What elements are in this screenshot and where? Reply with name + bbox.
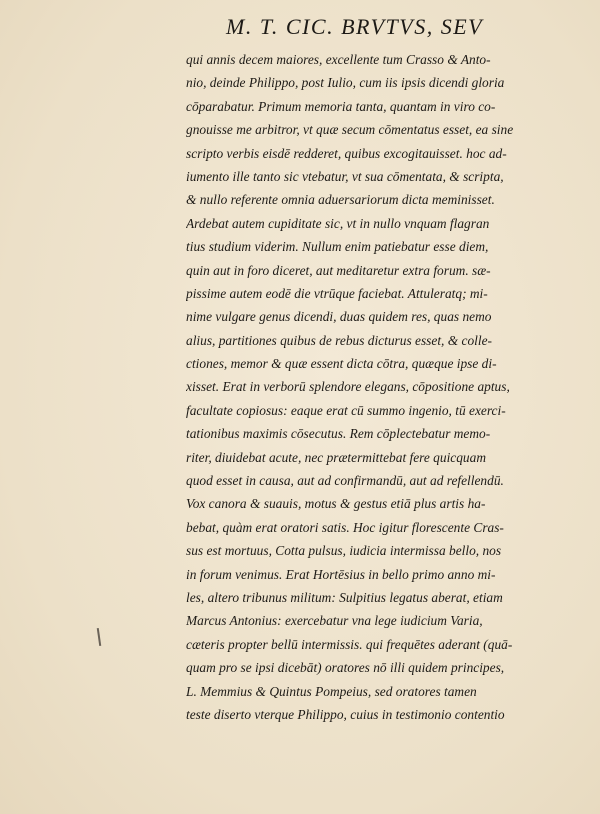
text-line: facultate copiosus: eaque erat cū summo ingenio, tū exerci- (186, 402, 506, 418)
text-line: nio, deinde Philippo, post Iulio, cum iis ipsis dicendi gloria (186, 75, 505, 91)
text-line: Marcus Antonius: exercebatur vna lege iudicium Varia, (186, 613, 483, 629)
text-line: riter, diuidebat acute, nec prætermittebat fere quicquam (186, 449, 486, 465)
text-line: quod esset in causa, aut ad confirmandū, aut ad refellendū. (186, 473, 504, 489)
text-line: xisset. Erat in verborū splendore elegans, cōpositione aptus, (186, 379, 510, 395)
text-line: pissime autem eodē die vtrūque faciebat. Attuleratq; mi- (186, 285, 488, 301)
running-head: M. T. CIC. BRVTVS, SEV (226, 14, 484, 39)
text-line: Vox canora & suauis, motus & gestus etiā plus artis ha- (186, 496, 486, 512)
text-line: sus est mortuus, Cotta pulsus, iudicia intermissa bello, nos (186, 543, 502, 559)
text-line: quin aut in foro diceret, aut meditaretur extra forum. sæ- (186, 262, 491, 278)
text-line: tius studium viderim. Nullum enim patiebatur esse diem, (186, 239, 489, 255)
text-line: bebat, quàm erat oratori satis. Hoc igitur florescente Cras- (186, 519, 504, 535)
body-text (186, 48, 574, 726)
text-line: cæteris propter bellū intermissis. qui frequētes aderant (quā- (186, 636, 513, 652)
text-line: iumento ille tanto sic vtebatur, vt sua cōmentata, & scripta, (186, 168, 504, 184)
text-line: cōparabatur. Primum memoria tanta, quantam in viro co- (186, 98, 496, 114)
text-line: alius, partitiones quibus de rebus dicturus esset, & colle- (186, 332, 492, 348)
margin-mark (97, 628, 101, 646)
text-line: nime vulgare genus dicendi, duas quidem res, quas nemo (186, 309, 492, 325)
text-line: les, altero tribunus militum: Sulpitius legatus aberat, etiam (186, 589, 503, 605)
text-line: tationibus maximis cōsecutus. Rem cōplectebatur memo- (186, 426, 491, 442)
text-line: quam pro se ipsi dicebāt) oratores nō illi quidem principes, (186, 660, 505, 676)
text-line: gnouisse me arbitror, vt quæ secum cōmentatus esset, ea sine (186, 122, 514, 138)
text-line: in forum venimus. Erat Hortēsius in bello primo anno mi- (186, 566, 496, 582)
text-line: ctiones, memor & quæ essent dicta cōtra, quæque ipse di- (186, 356, 497, 372)
text-line: teste diserto vterque Philippo, cuius in testimonio contentio (186, 706, 505, 722)
text-line: qui annis decem maiores, excellente tum Crasso & Anto- (186, 52, 491, 67)
text-line: & nullo referente omnia aduersariorum dicta meminisset. (186, 192, 495, 208)
text-line: L. Memmius & Quintus Pompeius, sed oratores tamen (186, 683, 477, 699)
text-line: Ardebat autem cupiditate sic, vt in nullo vnquam flagran (186, 215, 490, 231)
text-line: scripto verbis eisdē redderet, quibus excogitauisset. hoc ad- (186, 145, 507, 161)
